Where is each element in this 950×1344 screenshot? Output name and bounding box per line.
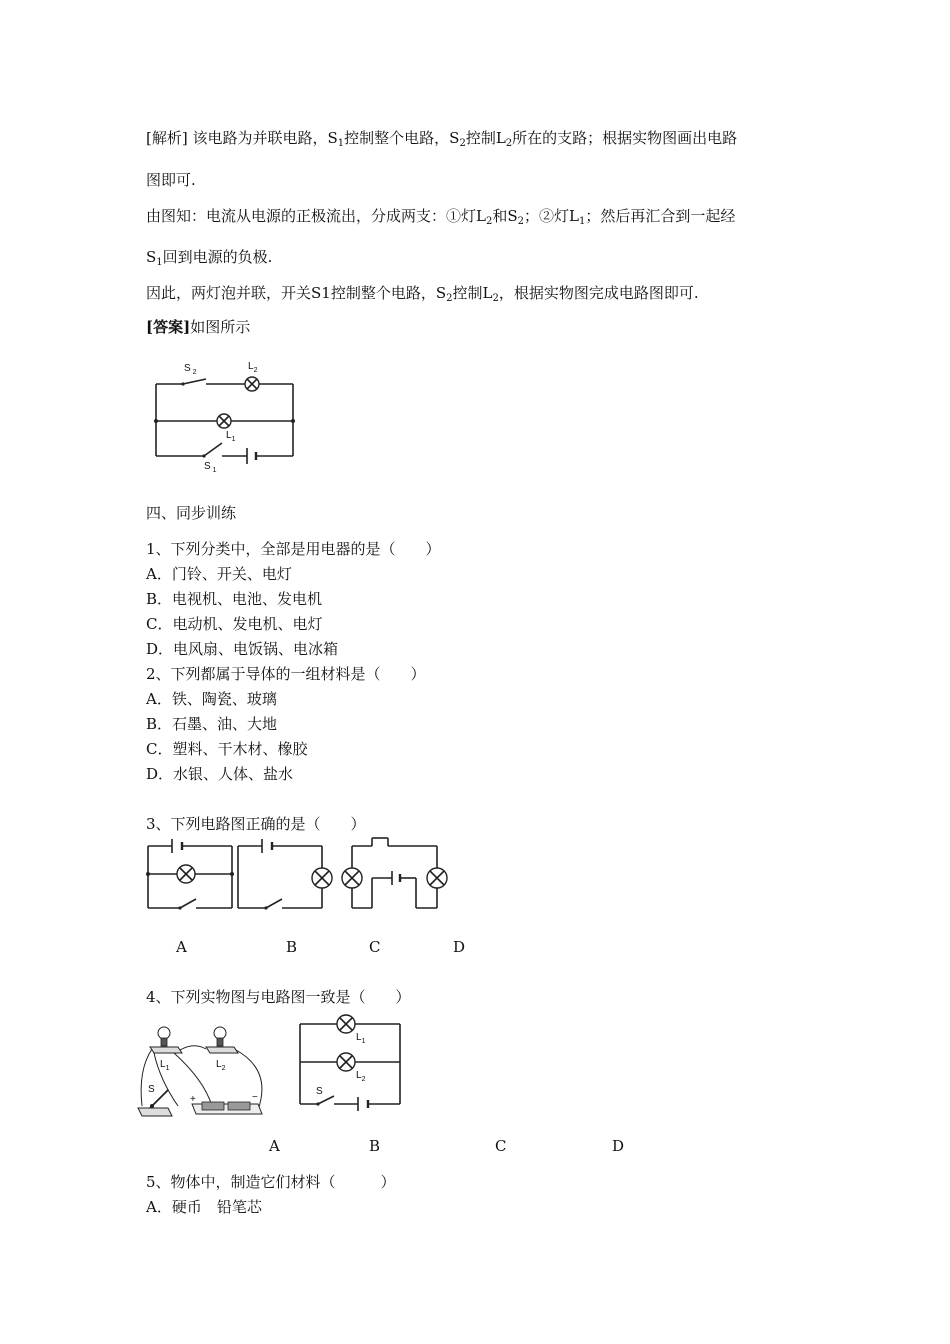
answer-circuit-diagram [146,355,326,475]
q1-stem: 1、下列分类中，全部是用电器的是（ ） [146,540,441,558]
bulb-holder-l1-icon [150,1027,182,1053]
circuit-label-l1: $L_1$ [356,1032,366,1045]
q4-label-d[interactable]: D [612,1137,625,1155]
q4-label-b[interactable]: B [369,1137,381,1155]
q5-stem: 5、物体中，制造它们材料（ ） [146,1173,396,1191]
label-s2: S $_2$ [184,363,197,376]
lamp-l2-icon [245,377,259,391]
q2-option-c[interactable]: C．塑料、干木材、橡胶 [146,740,308,758]
q2-option-d[interactable]: D．水银、人体、盐水 [146,765,294,783]
label-l1: $L_1$ [226,430,236,443]
analysis-tag: [解析] [146,129,188,147]
q4-circuit-diagram [292,1012,412,1112]
q4-physical-figure [134,1020,274,1120]
q2-stem: 2、下列都属于导体的一组材料是（ ） [146,665,426,683]
fig-label-l1: $L_1$ [160,1059,170,1072]
answer-line: [答案]如图所示 [146,318,251,336]
q2-option-a[interactable]: A．铁、陶瓷、玻璃 [146,690,277,708]
q3-label-a[interactable]: A [176,938,187,956]
q3-stem: 3、下列电路图正确的是（ ） [146,815,366,833]
q3-label-b[interactable]: B [286,938,298,956]
fig-label-l2: $L_2$ [216,1059,226,1072]
fig-label-minus: − [252,1092,258,1103]
switch-icon [138,1090,172,1116]
fig-label-s: S [148,1084,155,1095]
q3-circuit-cd [342,838,447,908]
q3-circuit-a [146,839,234,910]
q1-option-c[interactable]: C．电动机、发电机、电灯 [146,615,323,633]
circuit-label-l2: $L_2$ [356,1070,366,1083]
fig-label-plus: + [190,1094,196,1105]
circuit-label-s: S [316,1086,323,1097]
q4-label-c[interactable]: C [495,1137,507,1155]
q1-option-d[interactable]: D．电风扇、电饭锅、电冰箱 [146,640,339,658]
q3-circuit-diagrams [140,836,460,916]
q1-option-b[interactable]: B．电视机、电池、发电机 [146,590,323,608]
q2-option-b[interactable]: B．石墨、油、大地 [146,715,278,733]
analysis-paragraph-2-line2: $S_1$回到电源的负极. [146,248,273,268]
q4-label-a[interactable]: A [269,1137,280,1155]
answer-tag: [答案] [146,318,191,336]
battery-icon [192,1102,262,1114]
q5-option-a[interactable]: A．硬币 铅笔芯 [146,1198,262,1216]
q3-label-c[interactable]: C [369,938,381,956]
label-l2: $L_2$ [248,361,258,374]
section-title: 四、同步训练 [146,504,237,522]
analysis-paragraph-1: [解析] 该电路为并联电路，$S_1$控制整个电路，$S_2$控制$L_2$所在的支路；根据实物图画出电路 [146,129,738,149]
analysis-paragraph-2: 由图知：电流从电源的正极流出，分成两支：①灯$L_2$和$S_2$；②灯$L_1$；然后再汇合到一起经 [146,207,736,227]
lamp-l1-icon [217,414,231,428]
q3-label-d[interactable]: D [453,938,466,956]
q1-option-a[interactable]: A．门铃、开关、电灯 [146,565,292,583]
q3-circuit-b [238,839,332,910]
bulb-holder-l2-icon [206,1027,238,1053]
analysis-paragraph-1-line2: 图即可. [146,171,196,189]
label-s1: S $_1$ [204,461,217,474]
analysis-paragraph-3: 因此，两灯泡并联，开关S1控制整个电路，$S_2$控制$L_2$，根据实物图完成电路图即可. [146,284,699,304]
q4-stem: 4、下列实物图与电路图一致是（ ） [146,988,411,1006]
